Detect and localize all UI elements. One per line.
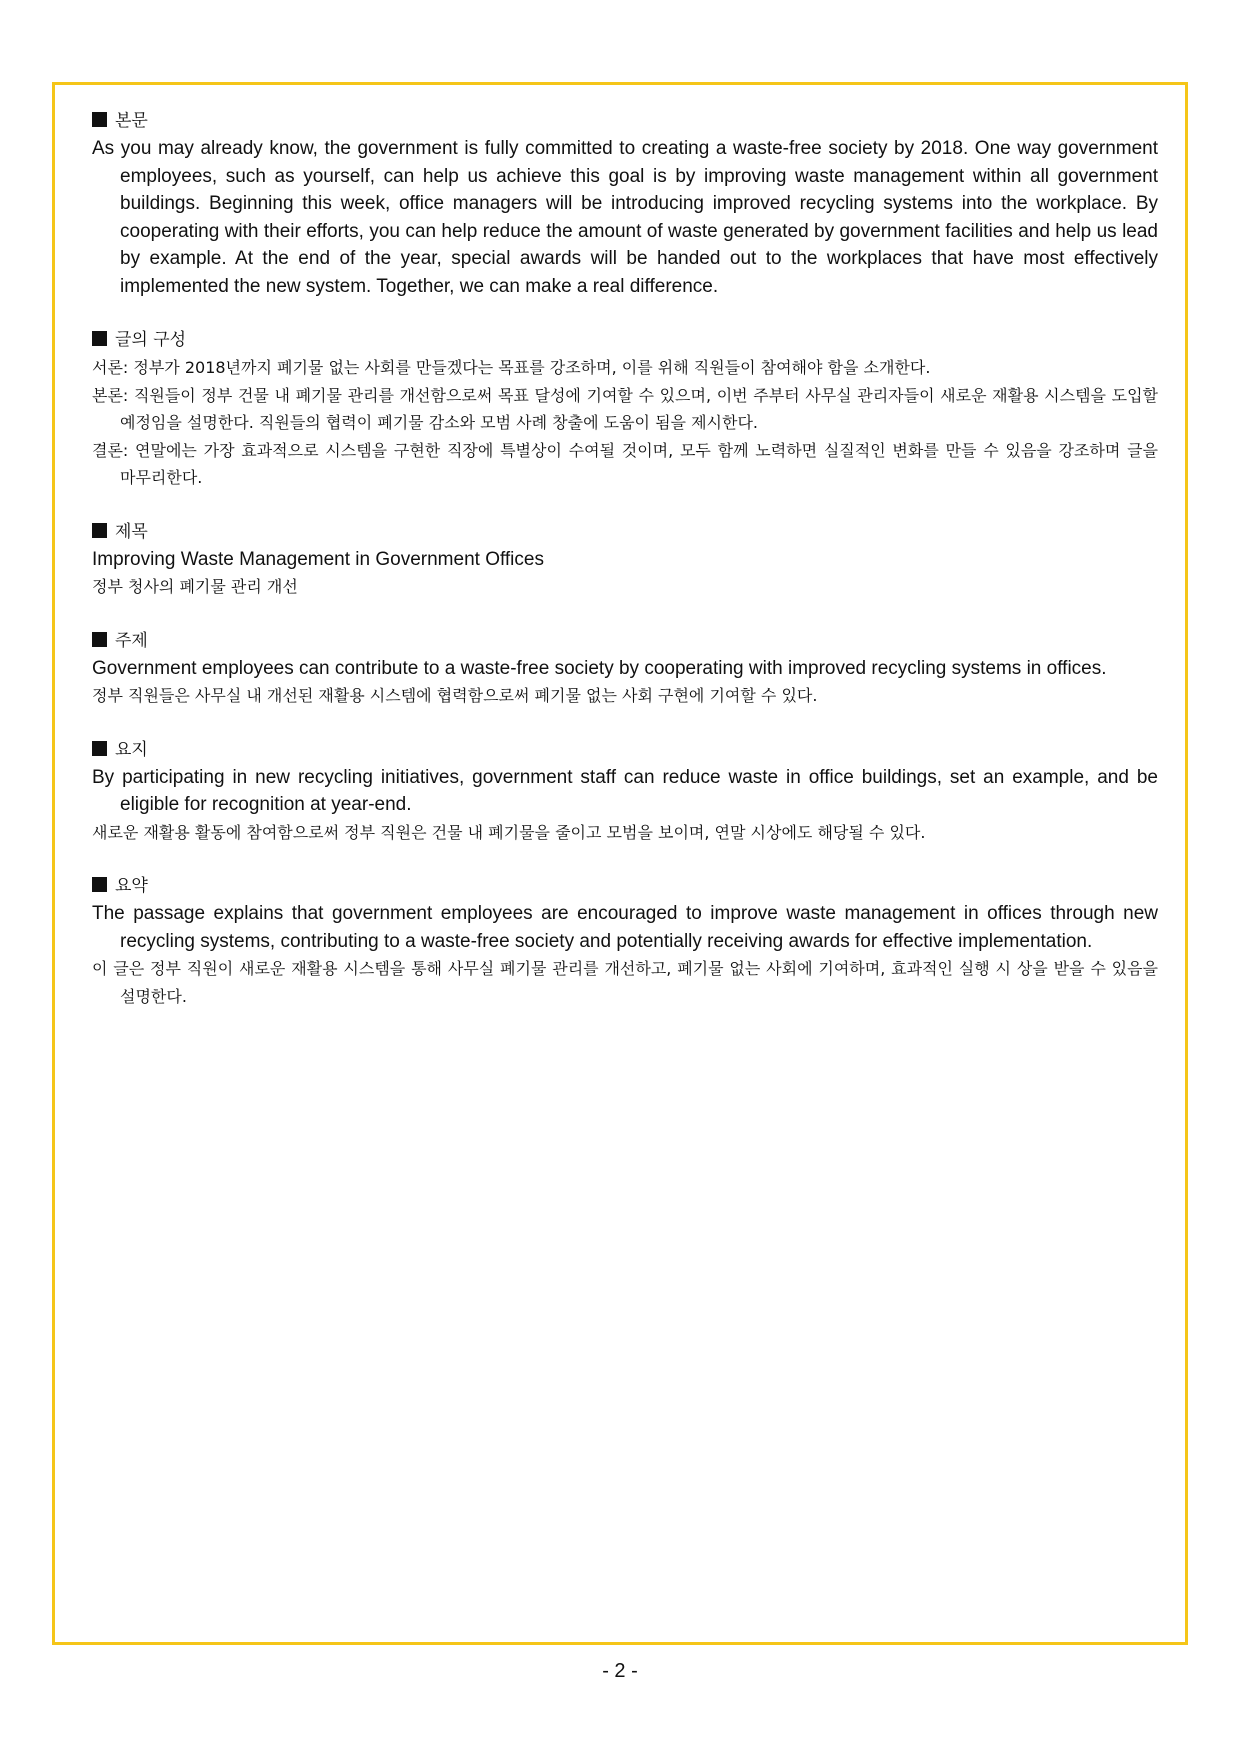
structure-intro: 서론: 정부가 2018년까지 폐기물 없는 사회를 만들겠다는 목표를 강조하며, 이를 위해 직원들이 참여해야 함을 소개한다. (92, 358, 931, 377)
square-bullet-icon (92, 877, 107, 892)
heading-label: 본문 (115, 111, 148, 131)
heading-label: 요약 (115, 876, 148, 896)
summary-korean: 이 글은 정부 직원이 새로운 재활용 시스템을 통해 사무실 폐기물 관리를 개선하고, 폐기물 없는 사회에 기여하며, 효과적인 실행 시 상을 받을 수 있음을 설명한다. (92, 959, 1158, 1006)
section-heading (92, 108, 1158, 135)
section-heading (92, 519, 1158, 546)
structure-conclusion: 결론: 연말에는 가장 효과적으로 시스템을 구현한 직장에 특별상이 수여될 것이며, 모두 함께 노력하면 실질적인 변화를 만들 수 있음을 강조하며 글을 마무리한다. (92, 440, 1158, 487)
title-english: Improving Waste Management in Government Offices (92, 548, 544, 570)
theme-english: Government employees can contribute to a waste-free society by cooperating with improved recycling systems in offices. (92, 657, 1107, 679)
theme-section (92, 628, 1158, 710)
gist-section (92, 737, 1158, 847)
square-bullet-icon (92, 112, 107, 127)
page-content (92, 108, 1158, 1037)
section-heading (92, 873, 1158, 900)
gist-korean: 새로운 재활용 활동에 참여함으로써 정부 직원은 건물 내 폐기물을 줄이고 모범을 보이며, 연말 시상에도 해당될 수 있다. (92, 822, 926, 842)
square-bullet-icon (92, 331, 107, 346)
theme-korean: 정부 직원들은 사무실 내 개선된 재활용 시스템에 협력함으로써 폐기물 없는 사회 구현에 기여할 수 있다. (92, 686, 818, 705)
square-bullet-icon (92, 523, 107, 538)
heading-label: 요지 (115, 739, 148, 760)
body-section (92, 108, 1158, 300)
gist-english: By participating in new recycling initiatives, government staff can reduce waste in office buildings, set an example, and be eligible for recognition at year-end. (92, 766, 1158, 815)
title-section (92, 519, 1158, 601)
heading-label: 글의 구성 (115, 330, 187, 350)
section-heading (92, 327, 1158, 354)
structure-section (92, 327, 1158, 492)
square-bullet-icon (92, 741, 107, 756)
structure-body: 본론: 직원들이 정부 건물 내 폐기물 관리를 개선함으로써 목표 달성에 기여할 수 있으며, 이번 주부터 사무실 관리자들이 새로운 재활용 시스템을 도입할 예정임을 설명한다. 직원들의 협력이 폐기물 감소와 모범 사례 창출에 도움이 됨을 제시한다. (92, 385, 1158, 432)
section-heading (92, 737, 1158, 764)
square-bullet-icon (92, 632, 107, 647)
heading-label: 제목 (115, 521, 148, 542)
summary-section (92, 873, 1158, 1010)
page-number: - 2 - (602, 1660, 638, 1682)
passage-text: As you may already know, the government is fully committed to creating a waste-free society by 2018. One way government employees, such as yourself, can help us achieve this goal is by improving waste management within all government buildings. Beginning this week, office managers will be introducing improved recycling systems into the workplace. By cooperating with their efforts, you can help reduce the amount of waste generated by government facilities and help us lead by example. At the end of the year, special awards will be handed out to the workplaces that have most effectively implemented the new system. Together, we can make a real difference. (92, 138, 1158, 297)
heading-label: 주제 (115, 630, 148, 651)
summary-english: The passage explains that government employees are encouraged to improve waste management in offices through new recycling systems, contributing to a waste-free society and potentially receiving awards for effective implementation. (92, 903, 1158, 952)
section-heading (92, 628, 1158, 655)
title-korean: 정부 청사의 폐기물 관리 개선 (92, 577, 298, 596)
